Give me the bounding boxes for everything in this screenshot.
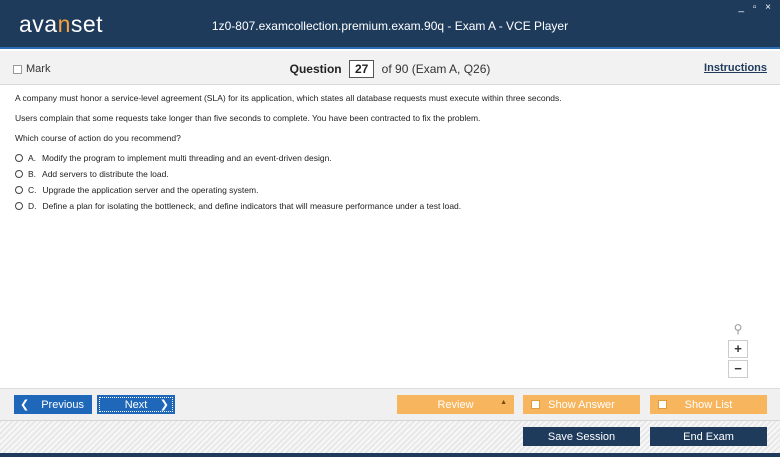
checkbox-icon [658,400,667,409]
option-letter: A. [28,153,37,163]
question-of-text: of 90 (Exam A, Q26) [381,62,491,76]
question-indicator [0,60,780,78]
next-button[interactable] [97,395,175,414]
window-title-bar [0,0,780,49]
answer-option-b[interactable] [15,169,765,179]
checkbox-icon [531,400,540,409]
save-session-button[interactable]: Save Session [523,427,640,446]
instructions-link[interactable]: Instructions [704,62,767,74]
show-list-label: Show List [684,398,733,411]
radio-button[interactable] [15,170,23,178]
avanset-logo: avanset [19,11,104,37]
window-controls[interactable]: _ ▫ × [738,2,774,13]
previous-label: Previous [41,398,85,411]
question-text: A company must honor a service-level agreement (SLA) for its application, which states all database requests must execute within three seconds. [15,93,562,103]
chevron-right-icon: ❯ [159,399,169,411]
option-text: Upgrade the application server and the operating system. [42,185,259,195]
answer-option-a[interactable] [15,153,765,163]
triangle-up-icon: ▲ [500,399,507,406]
option-text: Define a plan for isolating the bottleneck, and define indicators that will measure performance under a test load. [42,201,462,211]
show-answer-label: Show Answer [548,398,615,411]
option-letter: C. [28,185,37,195]
window-title: 1z0-807.examcollection.premium.exam.90q - Exam A - VCE Player [211,19,569,33]
option-text: Modify the program to implement multi threading and an event-driven design. [42,153,332,163]
zoom-in-button[interactable]: + [728,340,748,358]
show-list-button[interactable] [650,395,767,414]
next-label: Next [124,398,148,411]
navigation-bar [0,388,780,420]
answer-option-c[interactable] [15,185,765,195]
zoom-controls [728,322,748,380]
question-bar [0,51,780,85]
zoom-out-button[interactable]: − [728,360,748,378]
review-label: Review [437,398,474,411]
radio-button[interactable] [15,202,23,210]
bottom-bar [0,420,780,457]
end-exam-button[interactable]: End Exam [650,427,767,446]
question-number-input[interactable]: 27 [349,60,374,78]
mark-label: Mark [26,63,51,75]
question-label: Question [289,62,342,76]
question-prompt: Which course of action do you recommend? [15,133,181,143]
review-button[interactable] [397,395,514,414]
radio-button[interactable] [15,186,23,194]
option-letter: D. [28,201,37,211]
question-text: Users complain that some requests take longer than five seconds to complete. You have been contracted to fix the problem. [15,113,481,123]
bottom-edge [0,453,780,457]
radio-button[interactable] [15,154,23,162]
chevron-left-icon: ❮ [20,399,30,411]
option-text: Add servers to distribute the load. [42,169,169,179]
magnifier-icon: ⚲ [733,322,743,336]
option-letter: B. [28,169,37,179]
show-answer-button[interactable] [523,395,640,414]
answer-option-d[interactable] [15,201,765,211]
question-content [15,93,765,217]
previous-button[interactable] [14,395,92,414]
